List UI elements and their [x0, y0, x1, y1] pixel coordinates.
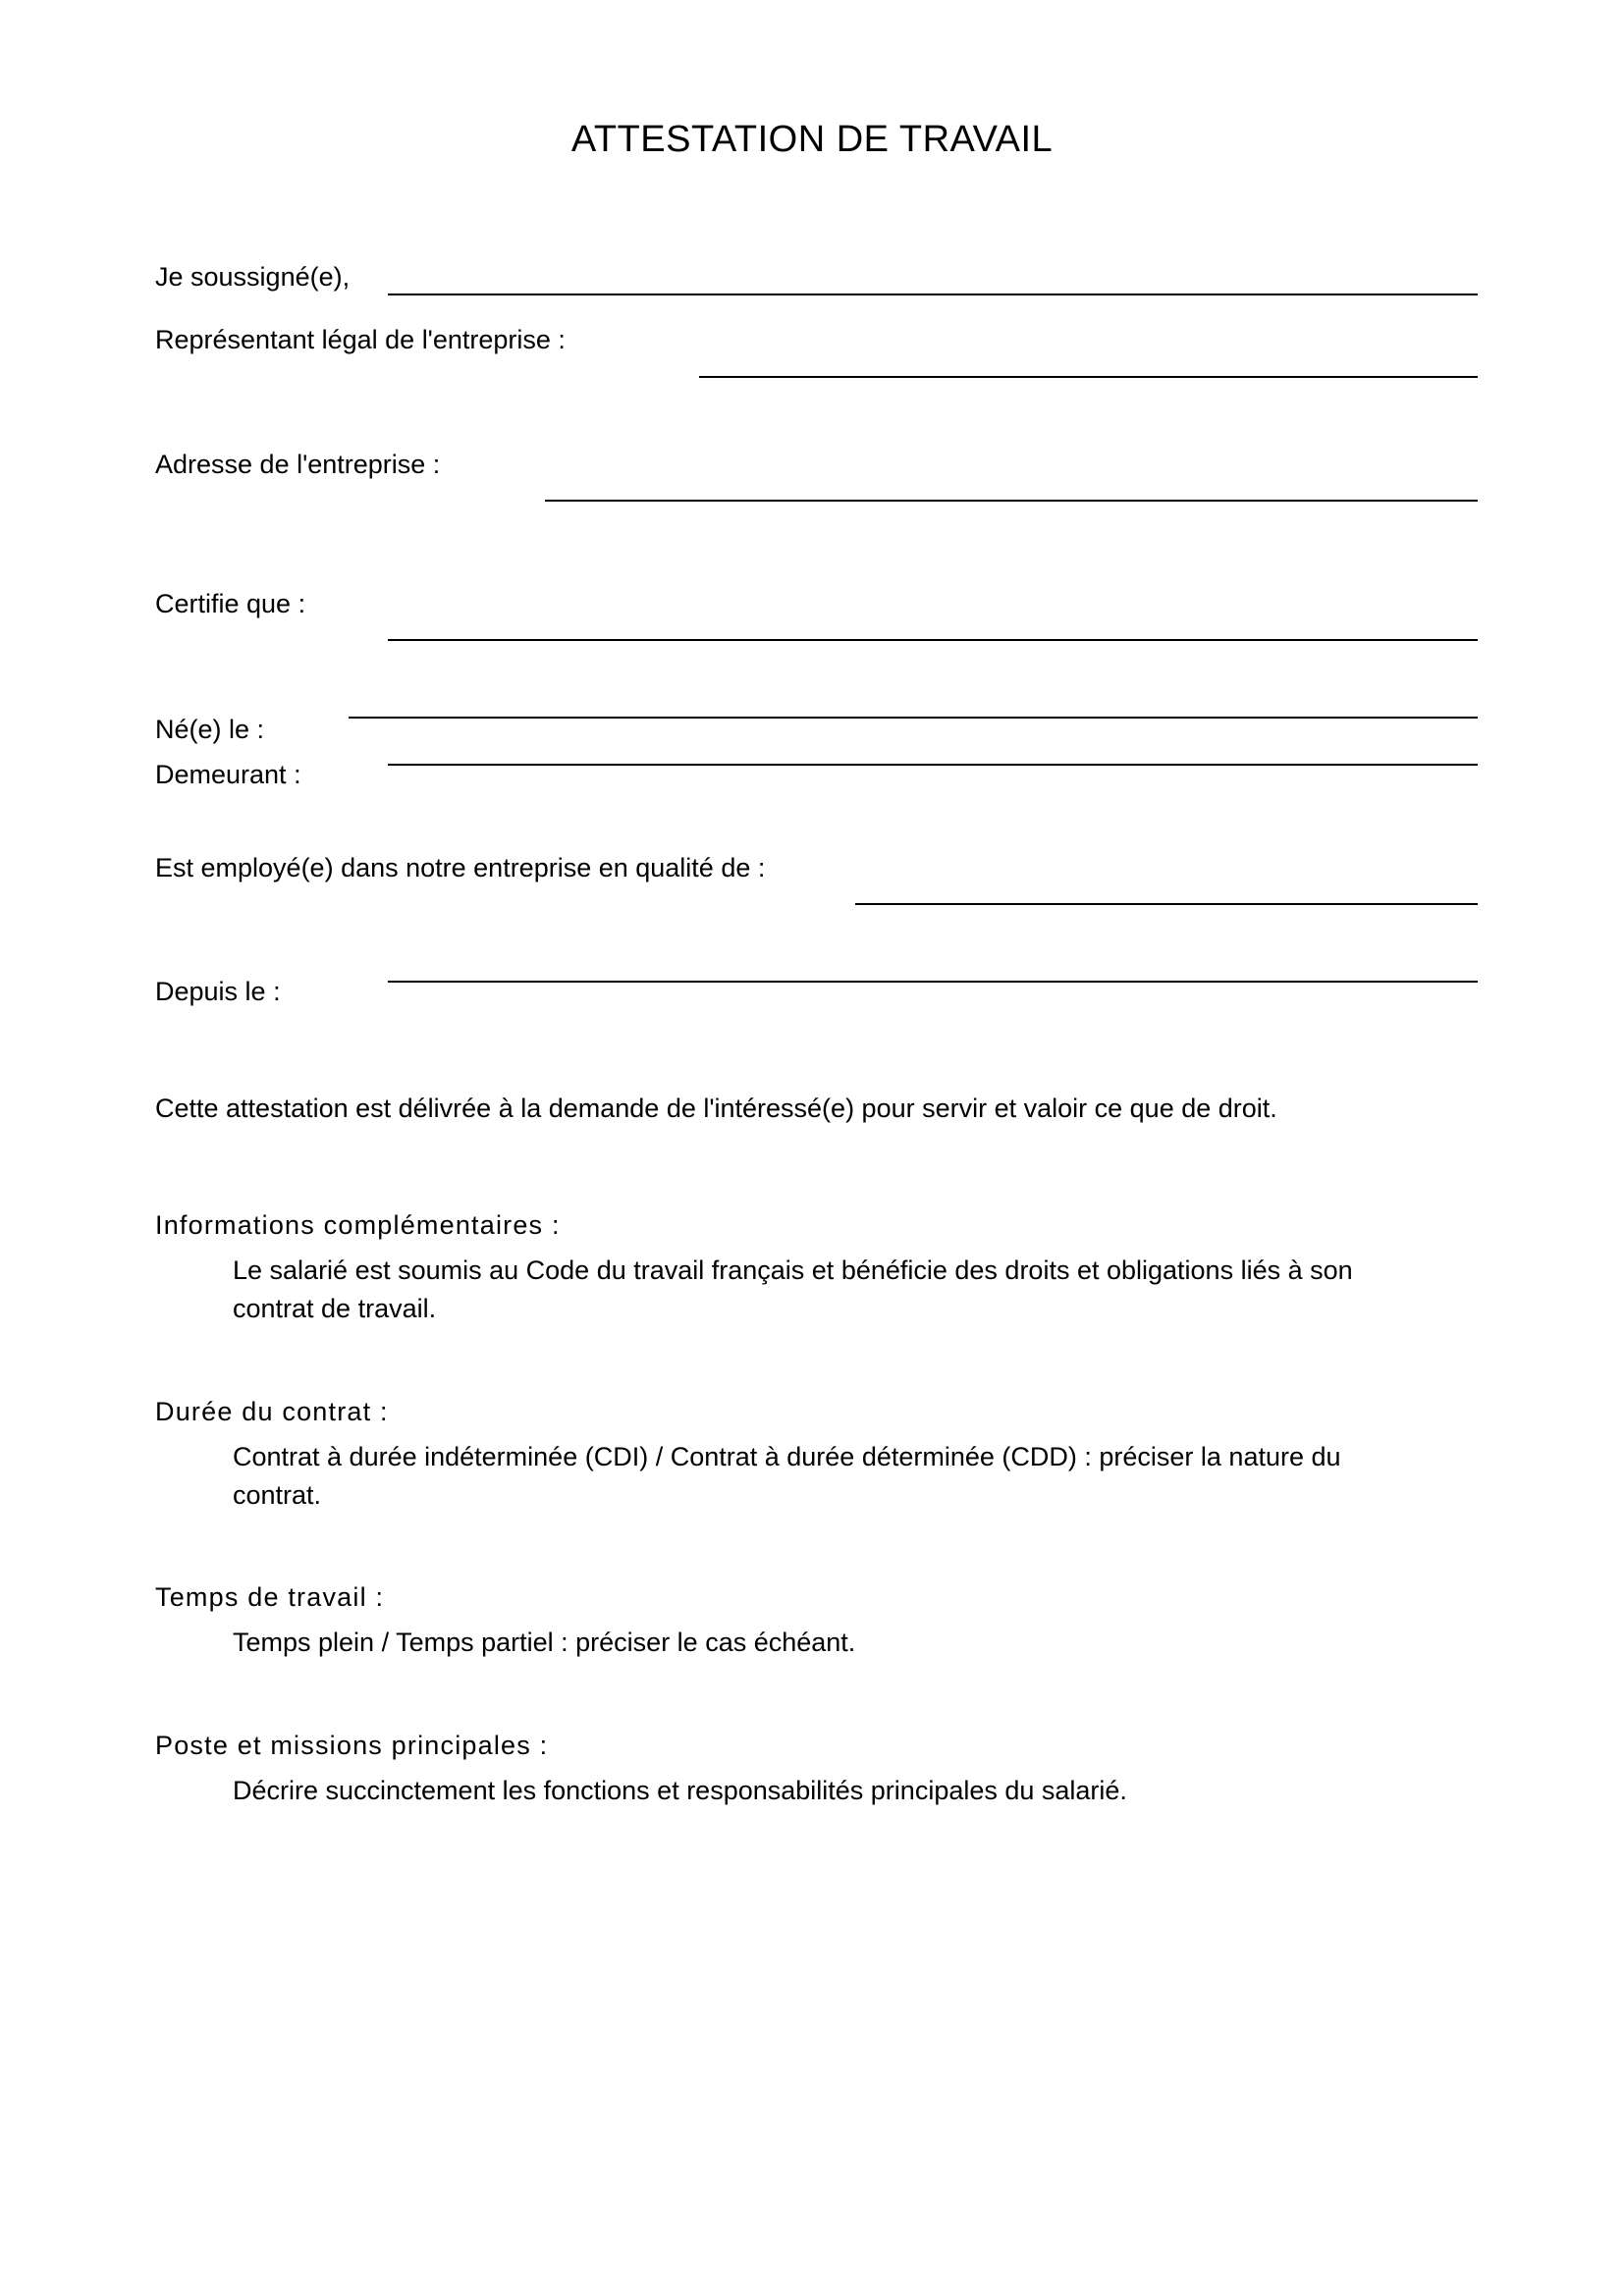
label-certifie: Certifie que : — [155, 589, 306, 618]
heading-duree: Durée du contrat : — [155, 1397, 389, 1426]
field-line-adresse[interactable] — [545, 500, 1478, 502]
body-informations: Le salarié est soumis au Code du travail français et bénéficie des droits et obligations liés à son contrat de travail. — [233, 1255, 1353, 1323]
field-line-ne-le[interactable] — [349, 717, 1478, 719]
document-title: ATTESTATION DE TRAVAIL — [570, 119, 1054, 160]
label-depuis: Depuis le : — [155, 977, 281, 1006]
label-representant: Représentant légal de l'entreprise : — [155, 325, 566, 354]
field-line-representant[interactable] — [699, 376, 1478, 378]
field-line-depuis[interactable] — [388, 981, 1478, 983]
body-duree: Contrat à durée indéterminée (CDI) / Contrat à durée déterminée (CDD) : préciser la nature du contrat. — [233, 1442, 1341, 1510]
label-ne-le: Né(e) le : — [155, 715, 265, 744]
field-line-employe[interactable] — [855, 903, 1478, 905]
label-employe: Est employé(e) dans notre entreprise en qualité de : — [155, 853, 766, 882]
field-line-demeurant[interactable] — [388, 764, 1478, 766]
label-demeurant: Demeurant : — [155, 760, 301, 789]
body-temps: Temps plein / Temps partiel : préciser le cas échéant. — [233, 1628, 856, 1657]
attestation-statement: Cette attestation est délivrée à la demande de l'intéressé(e) pour servir et valoir ce que de droit. — [155, 1094, 1277, 1123]
heading-informations: Informations complémentaires : — [155, 1210, 561, 1240]
label-adresse: Adresse de l'entreprise : — [155, 450, 441, 479]
heading-poste: Poste et missions principales : — [155, 1731, 549, 1760]
field-line-certifie[interactable] — [388, 639, 1478, 641]
label-soussigne: Je soussigné(e), — [155, 262, 351, 292]
heading-temps: Temps de travail : — [155, 1582, 385, 1612]
body-poste: Décrire succinctement les fonctions et responsabilités principales du salarié. — [233, 1776, 1127, 1805]
field-line-soussigne[interactable] — [388, 294, 1478, 295]
